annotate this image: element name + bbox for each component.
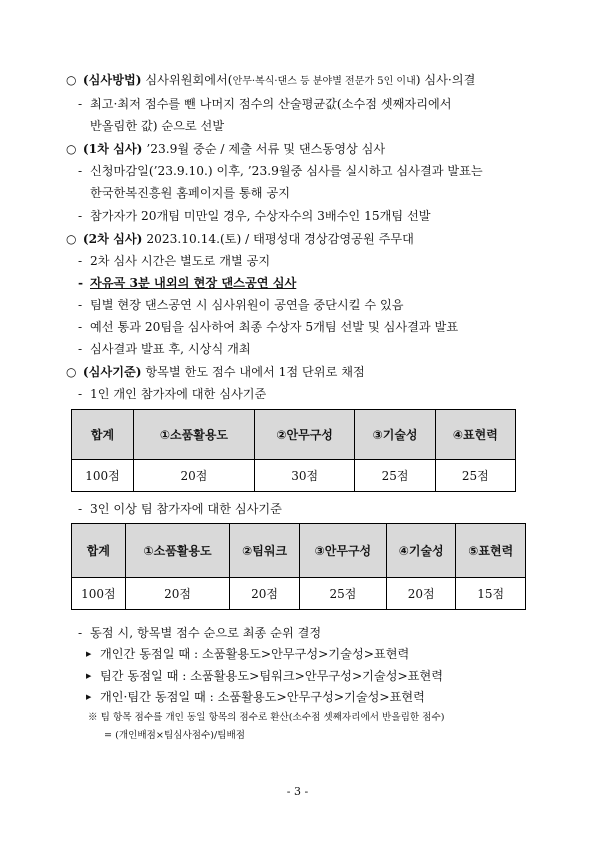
list-item-emphasis — [78, 275, 296, 291]
triangle-bullet-icon: ▶ — [86, 672, 92, 680]
heading-title: (심사기준) — [82, 365, 142, 379]
table-cell: 25점 — [435, 460, 515, 492]
footnote: ※ 팀 항목 점수를 개인 동일 항목의 점수로 환산(소수점 셋째자리에서 반올림한 점수) — [88, 712, 445, 723]
caption-text: 1인 개인 참가자에 대한 심사기준 — [90, 387, 267, 401]
footnote-formula: = (개인배점×팀심사점수)/팀배점 — [104, 730, 246, 741]
caption-text: 3인 이상 팀 참가자에 대한 심사기준 — [90, 502, 282, 516]
heading-text: 2023.10.14.(토) / 태평성대 경상감영공원 주무대 — [142, 232, 414, 246]
table-cell: 100점 — [72, 578, 126, 610]
heading-text: 심사위원회에서( — [141, 73, 233, 87]
table-header-cell: 합계 — [72, 410, 134, 460]
table-header-row — [72, 410, 516, 460]
list-item — [78, 163, 483, 179]
triangle-bullet-icon: ▶ — [86, 693, 92, 701]
section-heading-criteria — [66, 364, 365, 380]
criteria-table-individual — [71, 409, 516, 492]
heading-title: (1차 심사) — [82, 142, 143, 156]
heading-title: (2차 심사) — [82, 232, 143, 246]
triangle-bullet-icon: ▶ — [86, 650, 92, 658]
table-header-cell: ①소품활용도 — [134, 410, 255, 460]
dash-bullet: - — [78, 209, 83, 223]
criteria-table-team — [71, 523, 526, 610]
circle-bullet-icon: ○ — [66, 232, 77, 246]
sub-list-item — [86, 646, 409, 662]
list-item — [78, 297, 404, 313]
table-cell: 20점 — [125, 578, 230, 610]
table-header-cell: ④표현력 — [435, 410, 515, 460]
table-cell: 20점 — [386, 578, 456, 610]
dash-bullet: - — [78, 502, 83, 516]
section-heading-first-review — [66, 141, 385, 157]
sub-list-item-text: 팀간 동점일 때 : 소품활용도>팀워크>안무구성>기술성>표현력 — [100, 669, 444, 683]
list-item — [78, 208, 431, 224]
list-item-text: 신청마감일(’23.9.10.) 이후, ’23.9월중 심사를 실시하고 심사결과 발표는 — [90, 164, 483, 178]
circle-bullet-icon: ○ — [66, 142, 77, 156]
table-header-cell: ③안무구성 — [299, 524, 386, 578]
list-item-text: 동점 시, 항목별 점수 순으로 최종 순위 결정 — [90, 626, 322, 640]
table-cell: 25점 — [299, 578, 386, 610]
table-header-cell: ④기술성 — [386, 524, 456, 578]
dash-bullet: - — [78, 342, 83, 356]
table-row — [72, 578, 526, 610]
sub-list-item-text: 개인간 동점일 때 : 소품활용도>안무구성>기술성>표현력 — [100, 647, 410, 661]
heading-text-small: 안무·복식·댄스 등 분야별 전문가 5인 이내 — [232, 76, 416, 87]
sub-list-item-text: 개인·팀간 동점일 때 : 소품활용도>안무구성>기술성>표현력 — [100, 690, 425, 704]
list-item — [78, 253, 270, 269]
section-heading-method — [66, 72, 475, 90]
dash-bullet: - — [78, 320, 83, 334]
page-number: - 3 - — [286, 785, 309, 798]
table-header-cell: ②팀워크 — [230, 524, 300, 578]
table-header-cell: 합계 — [72, 524, 126, 578]
sub-list-item — [86, 668, 443, 684]
dash-bullet: - — [78, 387, 83, 401]
list-item-text: 자유곡 3분 내외의 현장 댄스공연 심사 — [90, 276, 297, 290]
table-header-cell: ⑤표현력 — [456, 524, 526, 578]
table-row — [72, 460, 516, 492]
list-item — [78, 341, 251, 357]
list-item — [78, 319, 458, 335]
table-caption-individual — [78, 386, 266, 402]
table-header-cell: ②안무구성 — [254, 410, 355, 460]
heading-text: ) 심사·의결 — [415, 73, 476, 87]
table-cell: 100점 — [72, 460, 134, 492]
list-item — [78, 96, 452, 112]
list-item-text: 최고·최저 점수를 뺀 나머지 점수의 산술평균값(소수점 셋째자리에서 — [90, 97, 452, 111]
list-item-text: 예선 통과 20팀을 심사하여 최종 수상자 5개팀 선발 및 심사결과 발표 — [90, 320, 459, 334]
dash-bullet: - — [78, 276, 84, 290]
table-cell: 20점 — [134, 460, 255, 492]
table-cell: 15점 — [456, 578, 526, 610]
table-caption-team — [78, 501, 282, 517]
dash-bullet: - — [78, 164, 83, 178]
heading-title: (심사방법) — [82, 73, 142, 87]
circle-bullet-icon: ○ — [66, 365, 77, 379]
list-item-text: 심사결과 발표 후, 시상식 개최 — [90, 342, 251, 356]
dash-bullet: - — [78, 626, 83, 640]
section-heading-second-review — [66, 231, 414, 247]
table-header-cell: ③기술성 — [355, 410, 435, 460]
table-header-row — [72, 524, 526, 578]
heading-text: 항목별 한도 점수 내에서 1점 단위로 채점 — [141, 365, 365, 379]
list-item-text: 참가자가 20개팀 미만일 경우, 수상자수의 3배수인 15개팀 선발 — [90, 209, 431, 223]
dash-bullet: - — [78, 298, 83, 312]
table-header-cell: ①소품활용도 — [125, 524, 230, 578]
list-item-continuation: 반올림한 값) 순으로 선발 — [90, 119, 225, 133]
dash-bullet: - — [78, 97, 83, 111]
circle-bullet-icon: ○ — [66, 73, 77, 87]
table-cell: 30점 — [254, 460, 355, 492]
table-cell: 25점 — [355, 460, 435, 492]
list-item-continuation: 한국한복진흥원 홈페이지를 통해 공지 — [90, 186, 290, 200]
dash-bullet: - — [78, 254, 83, 268]
sub-list-item — [86, 689, 425, 705]
list-item — [78, 625, 321, 641]
list-item-text: 2차 심사 시간은 별도로 개별 공지 — [90, 254, 271, 268]
heading-text: ’23.9월 중순 / 제출 서류 및 댄스동영상 심사 — [142, 142, 386, 156]
list-item-text: 팀별 현장 댄스공연 시 심사위원이 공연을 중단시킬 수 있음 — [90, 298, 404, 312]
table-cell: 20점 — [230, 578, 300, 610]
